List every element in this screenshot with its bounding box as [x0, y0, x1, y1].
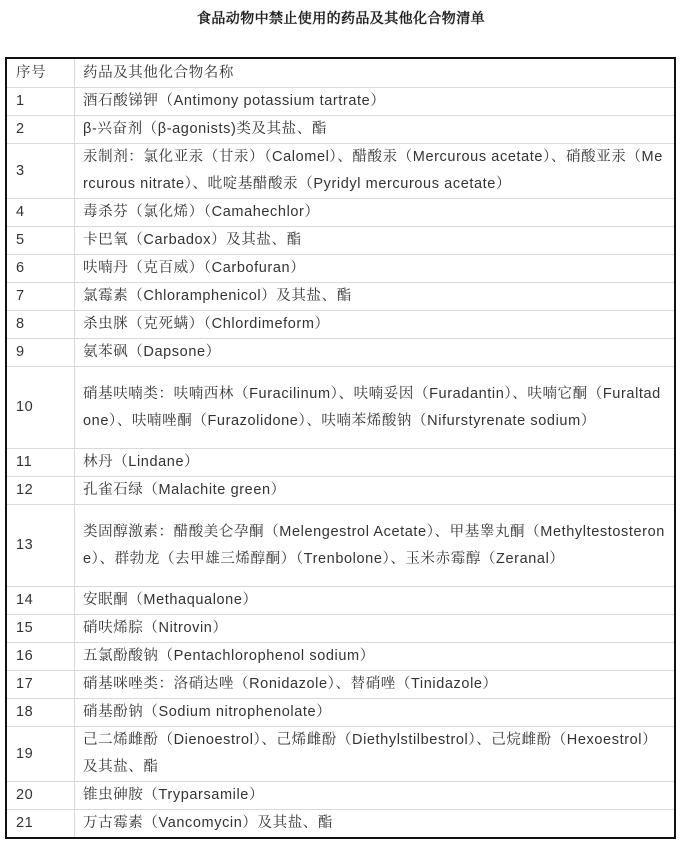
table-row — [6, 449, 675, 477]
compound-name-cell — [75, 477, 676, 505]
table-row — [6, 810, 675, 839]
table-row — [6, 255, 675, 283]
compound-name-text: 安眠酮（Methaqualone） — [83, 592, 258, 608]
compound-name-text: 万古霉素（Vancomycin）及其盐、酯 — [83, 815, 334, 831]
compound-name-cell — [75, 227, 676, 255]
table-row — [6, 367, 675, 449]
compound-name-text: β-兴奋剂（β-agonists)类及其盐、酯 — [83, 121, 327, 137]
serial-number-cell: 11 — [6, 449, 75, 477]
compound-name-cell — [75, 782, 676, 810]
compound-name-text: 己二烯雌酚（Dienoestrol）、己烯雌酚（Diethylstilbestrol）、己烷雌酚（Hexoestrol）及其盐、酯 — [83, 732, 658, 775]
table-row — [6, 671, 675, 699]
serial-number-cell: 2 — [6, 116, 75, 144]
compound-name-text: 硝基咪唑类：洛硝达唑（Ronidazole）、替硝唑（Tinidazole） — [83, 676, 498, 692]
table-row — [6, 615, 675, 643]
compound-name-text: 杀虫脒（克死螨）（Chlordimeform） — [83, 316, 330, 332]
serial-number-cell: 4 — [6, 199, 75, 227]
table-row — [6, 283, 675, 311]
serial-number-cell: 20 — [6, 782, 75, 810]
compound-name-text: 锥虫砷胺（Tryparsamile） — [83, 787, 265, 803]
compound-name-cell — [75, 671, 676, 699]
compound-name-text: 毒杀芬（氯化烯）（Camahechlor） — [83, 204, 320, 220]
compound-name-cell — [75, 283, 676, 311]
compound-name-cell — [75, 505, 676, 587]
serial-number-cell: 18 — [6, 699, 75, 727]
table-row — [6, 144, 675, 199]
serial-number-cell: 1 — [6, 88, 75, 116]
serial-number-cell: 16 — [6, 643, 75, 671]
compound-name-text: 氯霉素（Chloramphenicol）及其盐、酯 — [83, 288, 352, 304]
table-row — [6, 727, 675, 782]
compound-name-text: 五氯酚酸钠（Pentachlorophenol sodium） — [83, 648, 375, 664]
header-compound-name: 药品及其他化合物名称 — [75, 58, 676, 88]
table-row — [6, 477, 675, 505]
compound-name-cell — [75, 116, 676, 144]
serial-number-cell: 8 — [6, 311, 75, 339]
header-row — [6, 58, 675, 88]
serial-number-cell: 21 — [6, 810, 75, 839]
compound-name-cell — [75, 449, 676, 477]
table-row — [6, 227, 675, 255]
compound-name-text: 硝基酚钠（Sodium nitrophenolate） — [83, 704, 332, 720]
compound-name-text: 酒石酸锑钾（Antimony potassium tartrate） — [83, 93, 386, 109]
compound-name-text: 类固醇激素：醋酸美仑孕酮（Melengestrol Acetate）、甲基睾丸酮（Methyltestosterone）、群勃龙（去甲雄三烯醇酮）（Trenbolone）、玉米赤霉醇（Zeranal） — [83, 523, 665, 567]
serial-number-cell: 6 — [6, 255, 75, 283]
compound-name-text: 卡巴氧（Carbadox）及其盐、酯 — [83, 232, 302, 248]
serial-number-cell: 9 — [6, 339, 75, 367]
compound-name-text: 孔雀石绿（Malachite green） — [83, 482, 286, 498]
serial-number-cell: 15 — [6, 615, 75, 643]
compound-name-cell — [75, 699, 676, 727]
compound-name-cell — [75, 88, 676, 116]
table-row — [6, 505, 675, 587]
serial-number-cell: 13 — [6, 505, 75, 587]
table-body — [6, 88, 675, 839]
compound-name-text: 呋喃丹（克百威）（Carbofuran） — [83, 260, 306, 276]
drug-list-table — [5, 57, 676, 839]
serial-number-cell: 7 — [6, 283, 75, 311]
serial-number-cell: 19 — [6, 727, 75, 782]
compound-name-cell — [75, 255, 676, 283]
table-row — [6, 339, 675, 367]
compound-name-text: 硝基呋喃类：呋喃西林（Furacilinum）、呋喃妥因（Furadantin）、呋喃它酮（Furaltadone）、呋喃唑酮（Furazolidone）、呋喃苯烯酸钠（Nifurstyrenate sodium） — [83, 385, 661, 429]
serial-number-cell: 3 — [6, 144, 75, 199]
compound-name-cell — [75, 367, 676, 449]
serial-number-cell: 10 — [6, 367, 75, 449]
compound-name-text: 林丹（Lindane） — [83, 454, 200, 470]
table-row — [6, 643, 675, 671]
compound-name-cell — [75, 615, 676, 643]
serial-number-cell: 17 — [6, 671, 75, 699]
compound-name-text: 硝呋烯腙（Nitrovin） — [83, 620, 228, 636]
table-row — [6, 116, 675, 144]
compound-name-cell — [75, 810, 676, 839]
table-row — [6, 199, 675, 227]
table-row — [6, 782, 675, 810]
table-row — [6, 587, 675, 615]
table-row — [6, 88, 675, 116]
compound-name-cell — [75, 643, 676, 671]
compound-name-cell — [75, 144, 676, 199]
compound-name-text: 氨苯砜（Dapsone） — [83, 344, 221, 360]
table-row — [6, 699, 675, 727]
table-header — [6, 58, 675, 88]
table-row — [6, 311, 675, 339]
compound-name-cell — [75, 587, 676, 615]
compound-name-cell — [75, 339, 676, 367]
compound-name-cell — [75, 727, 676, 782]
serial-number-cell: 14 — [6, 587, 75, 615]
header-serial-number: 序号 — [6, 58, 75, 88]
compound-name-cell — [75, 311, 676, 339]
page-title: 食品动物中禁止使用的药品及其他化合物清单 — [197, 10, 485, 26]
serial-number-cell: 5 — [6, 227, 75, 255]
compound-name-cell — [75, 199, 676, 227]
compound-name-text: 汞制剂：氯化亚汞（甘汞）（Calomel）、醋酸汞（Mercurous acetate）、硝酸亚汞（Mercurous nitrate）、吡啶基醋酸汞（Pyridyl mercurous acetate） — [83, 149, 663, 192]
serial-number-cell: 12 — [6, 477, 75, 505]
